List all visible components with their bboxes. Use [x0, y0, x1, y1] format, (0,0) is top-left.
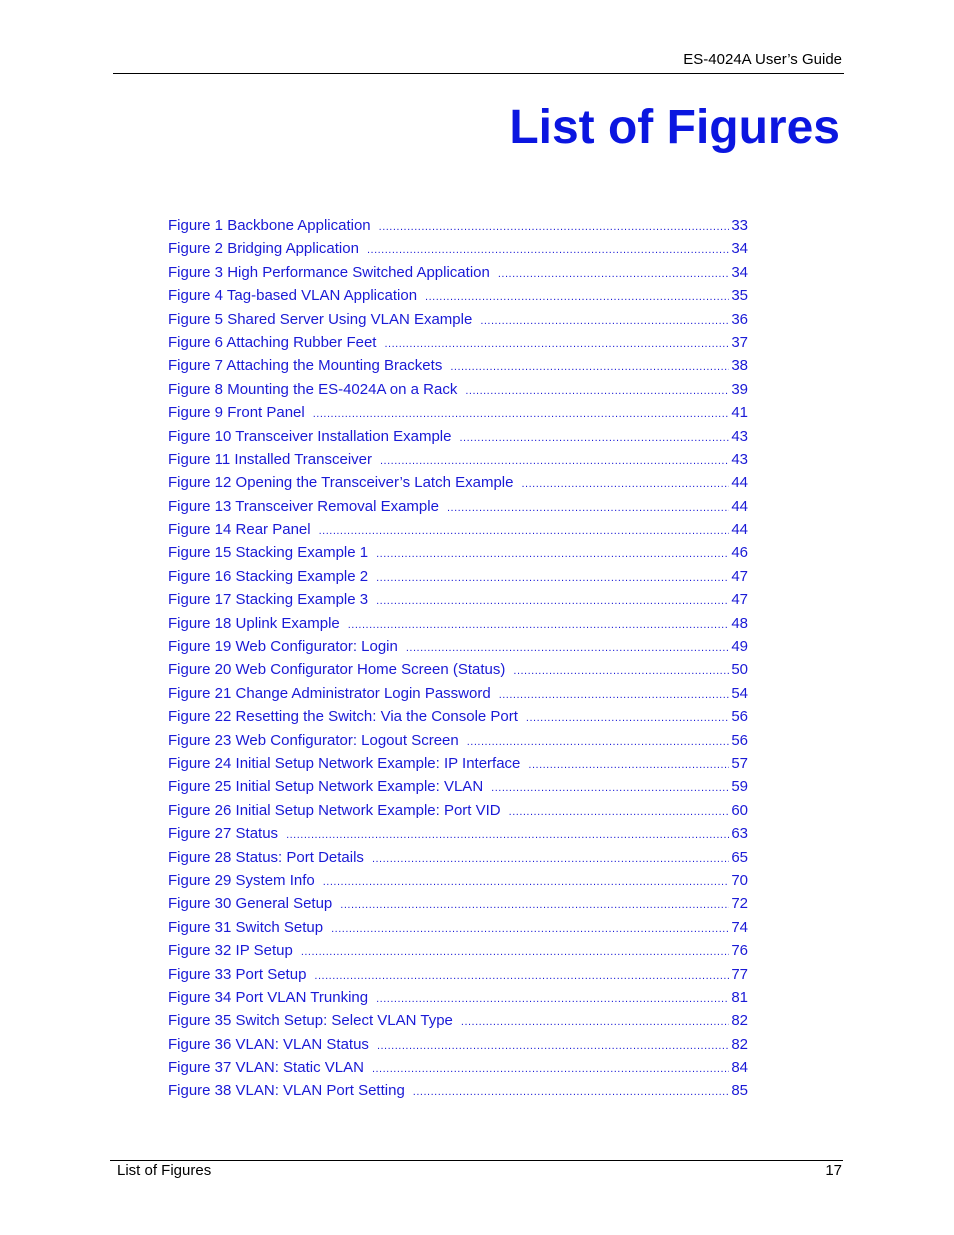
toc-entry-figure-30[interactable]	[168, 895, 748, 918]
toc-entry-page: 44	[731, 474, 748, 492]
dot-leader	[314, 970, 729, 982]
toc-entry-page: 84	[731, 1059, 748, 1077]
toc-entry-label: Figure 17 Stacking Example 3	[168, 591, 369, 609]
toc-entry-figure-15[interactable]	[168, 544, 748, 567]
dot-leader	[286, 829, 729, 841]
toc-entry-figure-2[interactable]	[168, 240, 748, 263]
dot-leader	[509, 806, 730, 818]
toc-entry-page: 47	[731, 591, 748, 609]
toc-entry-page: 33	[731, 217, 748, 234]
toc-entry-figure-16[interactable]	[168, 568, 748, 591]
toc-entry-page: 38	[731, 357, 748, 375]
toc-entry-page: 48	[731, 614, 748, 632]
dot-leader	[459, 432, 729, 444]
dot-leader	[379, 221, 730, 233]
toc-entry-figure-1[interactable]	[168, 217, 748, 240]
dot-leader	[461, 1016, 729, 1028]
toc-entry-figure-19[interactable]	[168, 638, 748, 661]
toc-entry-page: 43	[731, 427, 748, 445]
dot-leader	[372, 1063, 729, 1075]
dot-leader	[491, 782, 729, 794]
dot-leader	[499, 689, 730, 701]
toc-entry-page: 82	[731, 1035, 748, 1053]
dot-leader	[480, 315, 729, 327]
toc-entry-figure-25[interactable]	[168, 778, 748, 801]
toc-entry-label: Figure 12 Opening the Transceiver’s Latch Example	[168, 474, 514, 492]
toc-entry-label: Figure 15 Stacking Example 1	[168, 544, 369, 562]
toc-entry-label: Figure 1 Backbone Application	[168, 217, 371, 234]
toc-entry-figure-8[interactable]	[168, 381, 748, 404]
toc-entry-page: 60	[731, 801, 748, 819]
toc-entry-page: 36	[731, 310, 748, 328]
toc-entry-page: 43	[731, 450, 748, 468]
dot-leader	[340, 899, 729, 911]
toc-entry-figure-21[interactable]	[168, 685, 748, 708]
page-title: List of Figures	[509, 101, 840, 154]
toc-entry-label: Figure 38 VLAN: VLAN Port Setting	[168, 1082, 405, 1100]
dot-leader	[450, 361, 729, 373]
toc-entry-page: 49	[731, 638, 748, 656]
toc-entry-label: Figure 29 System Info	[168, 871, 315, 889]
toc-entry-label: Figure 30 General Setup	[168, 895, 333, 913]
toc-entry-label: Figure 8 Mounting the ES-4024A on a Rack	[168, 380, 458, 398]
toc-entry-page: 74	[731, 918, 748, 936]
toc-entry-page: 70	[731, 871, 748, 889]
toc-entry-label: Figure 10 Transceiver Installation Example	[168, 427, 452, 445]
toc-entry-figure-31[interactable]	[168, 919, 748, 942]
dot-leader	[323, 876, 730, 888]
dot-leader	[467, 736, 730, 748]
toc-entry-label: Figure 18 Uplink Example	[168, 614, 340, 632]
toc-entry-page: 44	[731, 497, 748, 515]
toc-entry-label: Figure 26 Initial Setup Network Example: Port VID	[168, 801, 501, 819]
toc-entry-page: 65	[731, 848, 748, 866]
dot-leader	[498, 268, 729, 280]
toc-entry-page: 63	[731, 825, 748, 843]
dot-leader	[348, 619, 730, 631]
toc-entry-label: Figure 22 Resetting the Switch: Via the Console Port	[168, 708, 518, 726]
toc-entry-figure-29[interactable]	[168, 872, 748, 895]
toc-entry-figure-5[interactable]	[168, 311, 748, 334]
toc-entry-label: Figure 9 Front Panel	[168, 404, 305, 422]
dot-leader	[376, 548, 729, 560]
dot-leader	[406, 642, 729, 654]
toc-entry-figure-6[interactable]	[168, 334, 748, 357]
toc-entry-page: 41	[731, 404, 748, 422]
toc-entry-figure-10[interactable]	[168, 428, 748, 451]
toc-entry-label: Figure 33 Port Setup	[168, 965, 307, 983]
toc-entry-figure-26[interactable]	[168, 802, 748, 825]
dot-leader	[377, 1040, 729, 1052]
toc-entry-figure-3[interactable]	[168, 264, 748, 287]
dot-leader	[380, 455, 729, 467]
toc-entry-page: 56	[731, 708, 748, 726]
toc-entry-page: 37	[731, 333, 748, 351]
toc-entry-figure-34[interactable]	[168, 989, 748, 1012]
toc-entry-page: 34	[731, 263, 748, 281]
dot-leader	[331, 923, 729, 935]
toc-entry-label: Figure 13 Transceiver Removal Example	[168, 497, 439, 515]
toc-entry-figure-9[interactable]	[168, 404, 748, 427]
toc-entry-figure-18[interactable]	[168, 615, 748, 638]
footer-section-title: List of Figures	[117, 1162, 212, 1179]
toc-entry-figure-27[interactable]	[168, 825, 748, 848]
toc-entry-label: Figure 35 Switch Setup: Select VLAN Type	[168, 1012, 453, 1030]
toc-entry-label: Figure 21 Change Administrator Login Password	[168, 684, 491, 702]
toc-entry-page: 35	[731, 287, 748, 305]
toc-entry-page: 50	[731, 661, 748, 679]
toc-entry-page: 46	[731, 544, 748, 562]
toc-entry-page: 34	[731, 240, 748, 258]
toc-entry-figure-12[interactable]	[168, 474, 748, 497]
toc-entry-label: Figure 19 Web Configurator: Login	[168, 638, 398, 656]
toc-entry-label: Figure 31 Switch Setup	[168, 918, 324, 936]
toc-entry-page: 57	[731, 754, 748, 772]
toc-entry-page: 76	[731, 942, 748, 960]
toc-entry-label: Figure 2 Bridging Application	[168, 240, 359, 258]
toc-entry-figure-35[interactable]	[168, 1012, 748, 1035]
dot-leader	[301, 946, 730, 958]
toc-entry-label: Figure 7 Attaching the Mounting Brackets	[168, 357, 443, 375]
toc-entry-label: Figure 32 IP Setup	[168, 942, 293, 960]
toc-entry-label: Figure 25 Initial Setup Network Example: VLAN	[168, 778, 484, 796]
dot-leader	[526, 712, 729, 724]
toc-entry-label: Figure 20 Web Configurator Home Screen (Status)	[168, 661, 506, 679]
dot-leader	[521, 478, 729, 490]
toc-entry-label: Figure 3 High Performance Switched Application	[168, 263, 490, 281]
toc-entry-page: 54	[731, 684, 748, 702]
dot-leader	[447, 502, 729, 514]
footer-page-number: 17	[825, 1162, 842, 1179]
toc-entry-label: Figure 28 Status: Port Details	[168, 848, 364, 866]
toc-entry-figure-32[interactable]	[168, 942, 748, 965]
toc-entry-page: 77	[731, 965, 748, 983]
toc-entry-figure-11[interactable]	[168, 451, 748, 474]
dot-leader	[319, 525, 730, 537]
toc-entry-page: 81	[731, 988, 748, 1006]
toc-entry-figure-22[interactable]	[168, 708, 748, 731]
toc-entry-page: 72	[731, 895, 748, 913]
toc-entry-page: 39	[731, 380, 748, 398]
toc-entry-label: Figure 14 Rear Panel	[168, 521, 311, 539]
toc-entry-figure-37[interactable]	[168, 1059, 748, 1082]
toc-entry-figure-33[interactable]	[168, 966, 748, 989]
toc-entry-label: Figure 11 Installed Transceiver	[168, 450, 372, 468]
dot-leader	[376, 993, 729, 1005]
dot-leader	[376, 595, 729, 607]
running-header: ES-4024A User’s Guide	[683, 51, 842, 68]
toc-entry-page: 85	[731, 1082, 748, 1100]
dot-leader	[376, 572, 729, 584]
toc-entry-figure-17[interactable]	[168, 591, 748, 614]
toc-entry-label: Figure 34 Port VLAN Trunking	[168, 988, 369, 1006]
toc-entry-figure-28[interactable]	[168, 849, 748, 872]
toc-entry-figure-13[interactable]	[168, 498, 748, 521]
footer-divider	[110, 1160, 843, 1161]
dot-leader	[413, 1086, 730, 1098]
toc-entry-label: Figure 24 Initial Setup Network Example: IP Interface	[168, 754, 521, 772]
toc-entry-figure-36[interactable]	[168, 1036, 748, 1059]
toc-entry-page: 47	[731, 567, 748, 585]
toc-entry-page: 59	[731, 778, 748, 796]
toc-entry-figure-7[interactable]	[168, 357, 748, 380]
toc-entry-label: Figure 27 Status	[168, 825, 279, 843]
toc-entry-label: Figure 23 Web Configurator: Logout Screen	[168, 731, 459, 749]
dot-leader	[528, 759, 729, 771]
dot-leader	[465, 385, 729, 397]
toc-entry-figure-4[interactable]	[168, 287, 748, 310]
toc-entry-label: Figure 36 VLAN: VLAN Status	[168, 1035, 369, 1053]
toc-entry-label: Figure 5 Shared Server Using VLAN Example	[168, 310, 473, 328]
toc-entry-figure-38[interactable]	[168, 1082, 748, 1105]
dot-leader	[367, 244, 729, 256]
toc-entry-figure-20[interactable]	[168, 661, 748, 684]
dot-leader	[372, 853, 729, 865]
toc-entry-figure-24[interactable]	[168, 755, 748, 778]
toc-entry-label: Figure 4 Tag-based VLAN Application	[168, 287, 418, 305]
toc-entry-page: 82	[731, 1012, 748, 1030]
toc-entry-label: Figure 37 VLAN: Static VLAN	[168, 1059, 364, 1077]
toc-entry-label: Figure 6 Attaching Rubber Feet	[168, 333, 377, 351]
toc-entry-figure-14[interactable]	[168, 521, 748, 544]
toc-entry-page: 56	[731, 731, 748, 749]
dot-leader	[513, 665, 729, 677]
list-of-figures	[168, 217, 748, 1106]
header-divider	[113, 73, 844, 74]
toc-entry-page: 44	[731, 521, 748, 539]
toc-entry-figure-23[interactable]	[168, 732, 748, 755]
dot-leader	[384, 338, 729, 350]
dot-leader	[425, 291, 729, 303]
toc-entry-label: Figure 16 Stacking Example 2	[168, 567, 369, 585]
dot-leader	[313, 408, 730, 420]
